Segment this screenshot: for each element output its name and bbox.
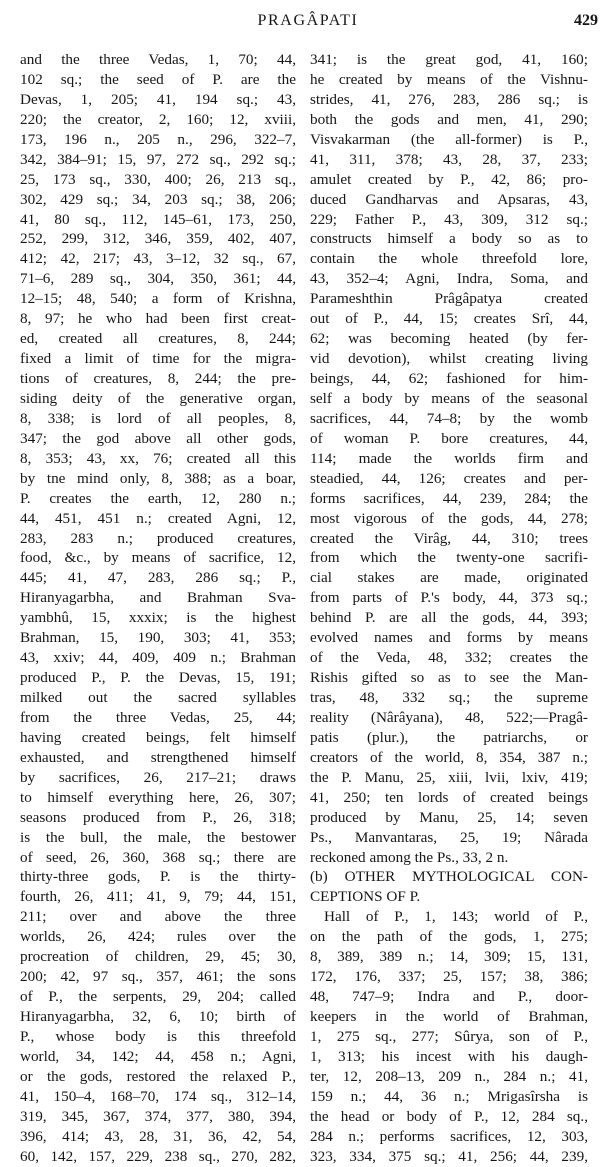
- index-line: fixed a limit of time for the migra-: [20, 350, 296, 368]
- index-line: P., whose body is this threefold: [20, 1027, 296, 1045]
- index-line: 41, 311, 378; 43, 28, 37, 233;: [310, 150, 588, 168]
- index-line: thirty-three gods, P. is the thirty-: [20, 868, 296, 886]
- index-line: 229; Father P., 43, 309, 312 sq.;: [310, 210, 588, 228]
- index-line: of seed, 26, 360, 368 sq.; there are: [20, 848, 296, 866]
- index-line: 323, 334, 375 sq.; 41, 256; 44, 239,: [310, 1147, 588, 1165]
- index-line: to himself everything here, 26, 307;: [20, 788, 296, 806]
- index-line: and the three Vedas, 1, 70; 44,: [20, 51, 296, 68]
- index-line: Rishis gifted so as to see the Man-: [310, 669, 588, 687]
- index-line: Hiranyagarbha, and Brahman Sva-: [20, 589, 296, 607]
- index-line: 200; 42, 97 sq., 357, 461; the sons: [20, 968, 296, 986]
- index-line: creators of the world, 8, 354, 387 n.;: [310, 748, 588, 766]
- index-line: created the Virâg, 44, 310; trees: [310, 529, 588, 547]
- index-line: from which the twenty-one sacrifi-: [310, 549, 588, 567]
- index-line: constructs himself a body so as to: [310, 230, 588, 248]
- index-line: 211; over and above the three: [20, 908, 296, 926]
- index-line: siding deity of the generative organ,: [20, 389, 296, 407]
- index-line: yambhû, 15, xxxix; is the highest: [20, 609, 296, 627]
- index-line: by tne mind only, 8, 388; as a boar,: [20, 469, 296, 487]
- index-line: 173, 196 n., 205 n., 296, 322–7,: [20, 130, 296, 148]
- index-line: 283, 283 n.; produced creatures,: [20, 529, 296, 547]
- index-line: reality (Nârâyana), 48, 522;—Pragâ-: [310, 708, 588, 726]
- index-line: 220; the creator, 2, 160; 12, xviii,: [20, 110, 296, 128]
- index-line: he created by means of the Vishnu-: [310, 70, 588, 88]
- index-line: 44, 451, 451 n.; created Agni, 12,: [20, 509, 296, 527]
- index-column-right: [310, 50, 588, 1167]
- index-line: 1, 313; his incest with his daugh-: [310, 1047, 588, 1065]
- index-line: of woman P. bore creatures, 44,: [310, 429, 588, 447]
- index-line: 342, 384–91; 15, 97, 272 sq., 292 sq.;: [20, 150, 296, 168]
- index-line: 48, 747–9; Indra and P., door-: [310, 988, 588, 1006]
- index-line: tions of creatures, 8, 244; the pre-: [20, 370, 296, 387]
- index-line: 1, 275 sq., 277; Sûrya, son of P.,: [310, 1027, 588, 1045]
- index-line: by sacrifices, 26, 217–21; draws: [20, 768, 296, 786]
- index-line: steadied, 44, 126; creates and per-: [310, 469, 588, 487]
- index-line: beings, 44, 62; fashioned for him-: [310, 370, 588, 387]
- index-line: ter, 12, 208–13, 209 n., 284 n.; 41,: [310, 1067, 588, 1085]
- page-number: 429: [574, 12, 598, 29]
- index-line: out of P., 44, 15; creates Srî, 44,: [310, 310, 588, 328]
- index-line: 284 n.; performs sacrifices, 12, 303,: [310, 1127, 588, 1145]
- index-line: Hall of P., 1, 143; world of P.,: [324, 908, 588, 926]
- index-line: 8, 338; is lord of all peoples, 8,: [20, 409, 296, 427]
- index-line: most vigorous of the gods, 44, 278;: [310, 509, 588, 527]
- index-line: produced by Manu, 25, 14; seven: [310, 808, 588, 826]
- index-line: 302, 429 sq.; 34, 203 sq.; 38, 206;: [20, 190, 296, 208]
- running-title: PRAGÂPATI: [257, 12, 359, 29]
- index-line: seasons produced from P., 26, 318;: [20, 808, 296, 826]
- index-line: 319, 345, 367, 374, 377, 380, 394,: [20, 1107, 296, 1125]
- index-line: procreation of children, 29, 45; 30,: [20, 948, 296, 966]
- index-line: 12–15; 48, 540; a form of Krishna,: [20, 290, 296, 308]
- index-line: 25, 173 sq., 330, 400; 26, 213 sq.,: [20, 170, 296, 188]
- index-line: 341; is the great god, 41, 160;: [310, 51, 588, 68]
- index-line: produced P., P. the Devas, 15, 191;: [20, 669, 296, 687]
- index-line: from parts of P.'s body, 44, 373 sq.;: [310, 589, 588, 607]
- index-line: both the gods and men, 41, 290;: [310, 110, 588, 128]
- index-line: Devas, 1, 205; 41, 194 sq.; 43,: [20, 90, 296, 108]
- index-line: exhausted, and strengthened himself: [20, 748, 296, 766]
- index-line: 102 sq.; the seed of P. are the: [20, 70, 296, 88]
- index-line: 114; made the worlds firm and: [310, 449, 588, 467]
- index-line: 41, 80 sq., 112, 145–61, 173, 250,: [20, 210, 296, 228]
- running-header: [18, 12, 598, 38]
- index-line: ed, created all creatures, 8, 244;: [20, 330, 296, 348]
- index-line: 445; 41, 47, 283, 286 sq.; P.,: [20, 569, 296, 587]
- index-line: the head or body of P., 12, 284 sq.,: [310, 1107, 588, 1125]
- index-line: of the Veda, 48, 332; creates the: [310, 649, 588, 667]
- index-line: 41, 250; ten lords of created beings: [310, 788, 588, 806]
- index-line: (b) OTHER MYTHOLOGICAL CON-: [310, 868, 588, 886]
- index-line: 252, 299, 312, 346, 359, 402, 407,: [20, 230, 296, 248]
- index-line: reckoned among the Ps., 33, 2 n.: [310, 848, 509, 866]
- index-line: the P. Manu, 25, xiii, lvii, lxiv, 419;: [310, 768, 588, 786]
- index-line: vid devotion), whilst creating living: [310, 350, 588, 368]
- index-column-left: [20, 50, 296, 1167]
- index-line: worlds, 26, 424; rules over the: [20, 928, 296, 946]
- index-line: 159 n.; 44, 36 n.; Mrigasîrsha is: [310, 1087, 588, 1105]
- index-line: tras, 48, 332 sq.; the supreme: [310, 689, 588, 706]
- index-line: contain the whole threefold lore,: [310, 250, 588, 268]
- index-line: 62; was becoming heated (by fer-: [310, 330, 588, 348]
- index-line: P. creates the earth, 12, 280 n.;: [20, 489, 296, 507]
- index-line: behind P. are all the gods, 44, 393;: [310, 609, 588, 627]
- index-line: amulet created by P., 42, 86; pro-: [310, 170, 588, 188]
- index-line: food, &c., by means of sacrifice, 12,: [20, 549, 296, 567]
- index-line: 412; 42, 217; 43, 3–12, 32 sq., 67,: [20, 250, 296, 268]
- index-line: Parameshthin Prâgâpatya created: [310, 290, 588, 308]
- index-line: or the gods, restored the relaxed P.,: [20, 1067, 296, 1085]
- index-line: milked out the sacred syllables: [20, 689, 296, 706]
- index-line: 396, 414; 43, 28, 31, 36, 42, 54,: [20, 1127, 296, 1145]
- index-line: 8, 389, 389 n.; 14, 309; 15, 131,: [310, 948, 588, 966]
- index-line: 347; the god above all other gods,: [20, 429, 296, 447]
- index-line: evolved names and forms by means: [310, 629, 588, 647]
- index-line: CEPTIONS OF P.: [310, 888, 421, 906]
- index-line: 172, 176, 337; 25, 157; 38, 386;: [310, 968, 588, 986]
- index-line: 60, 142, 157, 229, 238 sq., 270, 282,: [20, 1147, 296, 1165]
- index-line: forms sacrifices, 44, 239, 284; the: [310, 489, 588, 507]
- index-line: strides, 41, 276, 283, 286 sq.; is: [310, 90, 588, 108]
- index-line: 8, 353; 43, xx, 76; created all this: [20, 449, 296, 467]
- index-line: world, 34, 142; 44, 458 n.; Agni,: [20, 1047, 296, 1065]
- index-line: of P., the serpents, 29, 204; called: [20, 988, 296, 1006]
- index-line: Hiranyagarbha, 32, 6, 10; birth of: [20, 1008, 296, 1025]
- index-line: is the bull, the male, the bestower: [20, 828, 296, 846]
- index-line: fourth, 26, 411; 41, 9, 79; 44, 151,: [20, 888, 296, 906]
- index-line: Brahman, 15, 190, 303; 41, 353;: [20, 629, 296, 647]
- index-line: 43, 352–4; Agni, Indra, Soma, and: [310, 270, 588, 288]
- index-line: on the path of the gods, 1, 275;: [310, 928, 588, 946]
- index-line: sacrifices, 44, 74–8; by the womb: [310, 409, 588, 427]
- index-line: patis (plur.), the patriarchs, or: [310, 728, 588, 746]
- index-line: self a body by means of the seasonal: [310, 389, 588, 407]
- index-line: 41, 150–4, 168–70, 174 sq., 312–14,: [20, 1087, 296, 1105]
- index-line: keepers in the world of Brahman,: [310, 1008, 588, 1025]
- index-line: from the three Vedas, 25, 44;: [20, 708, 296, 726]
- index-line: 71–6, 289 sq., 304, 350, 361; 44,: [20, 270, 296, 288]
- index-line: 8, 97; he who had been first creat-: [20, 310, 296, 328]
- index-line: duced Gandharvas and Apsaras, 43,: [310, 190, 588, 208]
- index-line: having created beings, felt himself: [20, 728, 296, 746]
- index-line: 43, xxiv; 44, 409, 409 n.; Brahman: [20, 649, 296, 667]
- index-line: cial stakes are made, originated: [310, 569, 588, 587]
- index-line: Ps., Manvantaras, 25, 19; Nârada: [310, 828, 588, 846]
- index-line: Visvakarman (the all-former) is P.,: [310, 130, 588, 148]
